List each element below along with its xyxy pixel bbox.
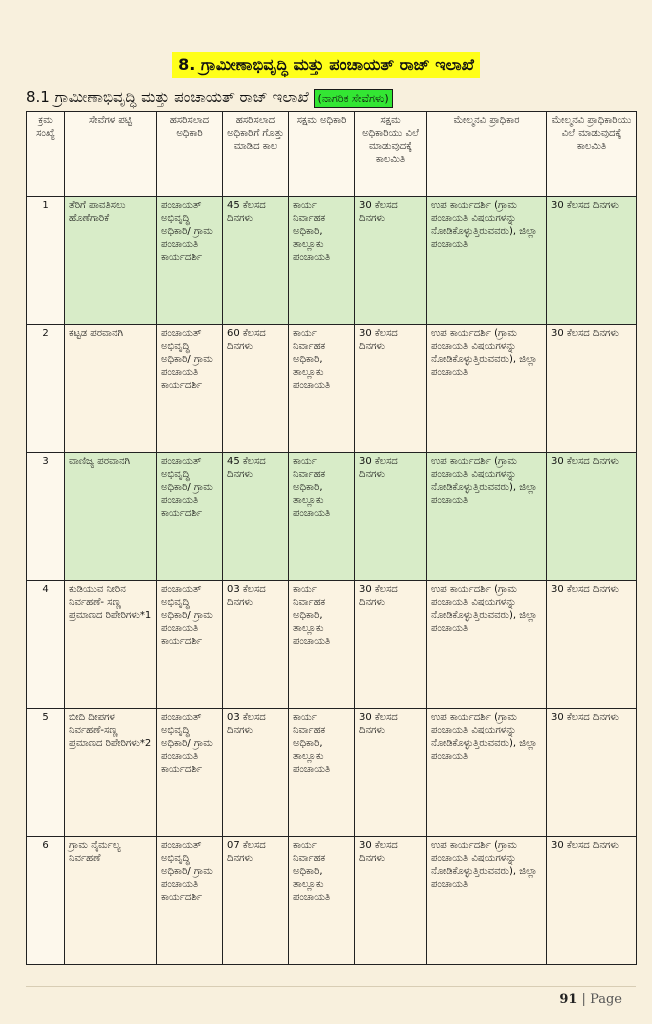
page-label: Page	[590, 992, 622, 1007]
cell-designated-officer: ಪಂಚಾಯತ್ ಅಭಿವೃದ್ಧಿ ಅಧಿಕಾರಿ/ ಗ್ರಾಮ ಪಂಚಾಯತಿ ಕಾರ್ಯದರ್ಶಿ	[157, 709, 223, 837]
cell-designated-officer: ಪಂಚಾಯತ್ ಅಭಿವೃದ್ಧಿ ಅಧಿಕಾರಿ/ ಗ್ರಾಮ ಪಂಚಾಯತಿ ಕಾರ್ಯದರ್ಶಿ	[157, 581, 223, 709]
cell-competent-officer: ಕಾರ್ಯ ನಿರ್ವಾಹಕ ಅಧಿಕಾರಿ, ತಾಲ್ಲೂಕು ಪಂಚಾಯತಿ	[289, 581, 355, 709]
cell-designated-officer: ಪಂಚಾಯತ್ ಅಭಿವೃದ್ಧಿ ಅಧಿಕಾರಿ/ ಗ್ರಾಮ ಪಂಚಾಯತಿ ಕಾರ್ಯದರ್ಶಿ	[157, 453, 223, 581]
cell-appellate-time: 30 ಕೆಲಸದ ದಿನಗಳು	[547, 837, 637, 965]
cell-stipulated-time: 45 ಕೆಲಸದ ದಿನಗಳು	[223, 197, 289, 325]
header-serial-no: ಕ್ರಮ ಸಂಖ್ಯೆ	[27, 112, 65, 197]
cell-serial-no: 3	[27, 453, 65, 581]
cell-service: ಕುಡಿಯುವ ನೀರಿನ ನಿರ್ವಹಣೆ- ಸಣ್ಣ ಪ್ರಮಾಣದ ರಿಪೇರಿಗಳು*1	[65, 581, 157, 709]
page-title: 8. ಗ್ರಾಮೀಣಾಭಿವೃದ್ಧಿ ಮತ್ತು ಪಂಚಾಯತ್ ರಾಜ್ ಇಲಾಖೆ	[172, 52, 480, 78]
cell-appellate-time: 30 ಕೆಲಸದ ದಿನಗಳು	[547, 709, 637, 837]
cell-appellate-authority: ಉಪ ಕಾರ್ಯದರ್ಶಿ (ಗ್ರಾಮ ಪಂಚಾಯತಿ ವಿಷಯಗಳನ್ನು ನೋಡಿಕೊಳ್ಳುತ್ತಿರುವವರು), ಜಿಲ್ಲಾ ಪಂಚಾಯತಿ	[427, 581, 547, 709]
cell-service: ಗ್ರಾಮ ನೈರ್ಮಲ್ಯ ನಿರ್ವಹಣೆ	[65, 837, 157, 965]
cell-appellate-authority: ಉಪ ಕಾರ್ಯದರ್ಶಿ (ಗ್ರಾಮ ಪಂಚಾಯತಿ ವಿಷಯಗಳನ್ನು ನೋಡಿಕೊಳ್ಳುತ್ತಿರುವವರು), ಜಿಲ್ಲಾ ಪಂಚಾಯತಿ	[427, 837, 547, 965]
cell-stipulated-time: 07 ಕೆಲಸದ ದಿನಗಳು	[223, 837, 289, 965]
page-separator: |	[577, 992, 591, 1007]
cell-stipulated-time: 03 ಕೆಲಸದ ದಿನಗಳು	[223, 581, 289, 709]
cell-competent-time: 30 ಕೆಲಸದ ದಿನಗಳು	[355, 453, 427, 581]
cell-appellate-authority: ಉಪ ಕಾರ್ಯದರ್ಶಿ (ಗ್ರಾಮ ಪಂಚಾಯತಿ ವಿಷಯಗಳನ್ನು ನೋಡಿಕೊಳ್ಳುತ್ತಿರುವವರು), ಜಿಲ್ಲಾ ಪಂಚಾಯತಿ	[427, 453, 547, 581]
cell-competent-time: 30 ಕೆಲಸದ ದಿನಗಳು	[355, 581, 427, 709]
cell-appellate-authority: ಉಪ ಕಾರ್ಯದರ್ಶಿ (ಗ್ರಾಮ ಪಂಚಾಯತಿ ವಿಷಯಗಳನ್ನು ನೋಡಿಕೊಳ್ಳುತ್ತಿರುವವರು), ಜಿಲ್ಲಾ ಪಂಚಾಯತಿ	[427, 197, 547, 325]
cell-serial-no: 4	[27, 581, 65, 709]
footer-divider	[26, 986, 636, 987]
header-competent-time: ಸಕ್ಷಮ ಅಧಿಕಾರಿಯು ವಿಲೆ ಮಾಡುವುದಕ್ಕೆ ಕಾಲಮಿತಿ	[355, 112, 427, 197]
header-stipulated-time: ಹಸರಿಸಲಾದ ಅಧಿಕಾರಿಗೆ ಗೊತ್ತು ಮಾಡಿದ ಕಾಲ	[223, 112, 289, 197]
cell-stipulated-time: 03 ಕೆಲಸದ ದಿನಗಳು	[223, 709, 289, 837]
cell-appellate-authority: ಉಪ ಕಾರ್ಯದರ್ಶಿ (ಗ್ರಾಮ ಪಂಚಾಯತಿ ವಿಷಯಗಳನ್ನು ನೋಡಿಕೊಳ್ಳುತ್ತಿರುವವರು), ಜಿಲ್ಲಾ ಪಂಚಾಯತಿ	[427, 325, 547, 453]
cell-service: ಬೀದಿ ದೀಪಗಳ ನಿರ್ವಹಣೆ-ಸಣ್ಣ ಪ್ರಮಾಣದ ರಿಪೇರಿಗಳು*2	[65, 709, 157, 837]
cell-competent-officer: ಕಾರ್ಯ ನಿರ್ವಾಹಕ ಅಧಿಕಾರಿ, ತಾಲ್ಲೂಕು ಪಂಚಾಯತಿ	[289, 837, 355, 965]
cell-competent-officer: ಕಾರ್ಯ ನಿರ್ವಾಹಕ ಅಧಿಕಾರಿ, ತಾಲ್ಲೂಕು ಪಂಚಾಯತಿ	[289, 709, 355, 837]
cell-serial-no: 6	[27, 837, 65, 965]
table-row	[27, 581, 637, 709]
cell-designated-officer: ಪಂಚಾಯತ್ ಅಭಿವೃದ್ಧಿ ಅಧಿಕಾರಿ/ ಗ್ರಾಮ ಪಂಚಾಯತಿ ಕಾರ್ಯದರ್ಶಿ	[157, 197, 223, 325]
page-number: 91	[559, 992, 578, 1007]
cell-appellate-time: 30 ಕೆಲಸದ ದಿನಗಳು	[547, 453, 637, 581]
cell-service: ಕಟ್ಟಡ ಪರವಾನಗಿ	[65, 325, 157, 453]
cell-appellate-time: 30 ಕೆಲಸದ ದಿನಗಳು	[547, 581, 637, 709]
cell-competent-time: 30 ಕೆಲಸದ ದಿನಗಳು	[355, 325, 427, 453]
header-appellate-authority: ಮೇಲ್ಮನವಿ ಪ್ರಾಧಿಕಾರ	[427, 112, 547, 197]
header-appellate-time: ಮೇಲ್ಮನವಿ ಪ್ರಾಧಿಕಾರಿಯು ವಿಲೆ ಮಾಡುವುದಕ್ಕೆ ಕಾಲಮಿತಿ	[547, 112, 637, 197]
table-row	[27, 453, 637, 581]
table-row	[27, 837, 637, 965]
cell-stipulated-time: 45 ಕೆಲಸದ ದಿನಗಳು	[223, 453, 289, 581]
table-header-row	[27, 112, 637, 197]
header-designated-officer: ಹಸರಿಸಲಾದ ಅಧಿಕಾರಿ	[157, 112, 223, 197]
table-row	[27, 197, 637, 325]
cell-competent-time: 30 ಕೆಲಸದ ದಿನಗಳು	[355, 837, 427, 965]
cell-competent-officer: ಕಾರ್ಯ ನಿರ್ವಾಹಕ ಅಧಿಕಾರಿ, ತಾಲ್ಲೂಕು ಪಂಚಾಯತಿ	[289, 197, 355, 325]
cell-competent-officer: ಕಾರ್ಯ ನಿರ್ವಾಹಕ ಅಧಿಕಾರಿ, ತಾಲ್ಲೂಕು ಪಂಚಾಯತಿ	[289, 325, 355, 453]
cell-competent-time: 30 ಕೆಲಸದ ದಿನಗಳು	[355, 709, 427, 837]
table-row	[27, 709, 637, 837]
cell-designated-officer: ಪಂಚಾಯತ್ ಅಭಿವೃದ್ಧಿ ಅಧಿಕಾರಿ/ ಗ್ರಾಮ ಪಂಚಾಯತಿ ಕಾರ್ಯದರ್ಶಿ	[157, 837, 223, 965]
cell-appellate-authority: ಉಪ ಕಾರ್ಯದರ್ಶಿ (ಗ್ರಾಮ ಪಂಚಾಯತಿ ವಿಷಯಗಳನ್ನು ನೋಡಿಕೊಳ್ಳುತ್ತಿರುವವರು), ಜಿಲ್ಲಾ ಪಂಚಾಯತಿ	[427, 709, 547, 837]
cell-appellate-time: 30 ಕೆಲಸದ ದಿನಗಳು	[547, 325, 637, 453]
header-services: ಸೇವೆಗಳ ಪಟ್ಟಿ	[65, 112, 157, 197]
cell-competent-time: 30 ಕೆಲಸದ ದಿನಗಳು	[355, 197, 427, 325]
table-row	[27, 325, 637, 453]
cell-competent-officer: ಕಾರ್ಯ ನಿರ್ವಾಹಕ ಅಧಿಕಾರಿ, ತಾಲ್ಲೂಕು ಪಂಚಾಯತಿ	[289, 453, 355, 581]
services-table	[26, 111, 637, 965]
cell-serial-no: 5	[27, 709, 65, 837]
section-heading-text: 8.1 ಗ್ರಾಮೀಣಾಭಿವೃದ್ಧಿ ಮತ್ತು ಪಂಚಾಯತ್ ರಾಜ್ ಇಲಾಖೆ	[26, 88, 309, 106]
page-footer	[559, 992, 622, 1007]
cell-service: ವಾಣಿಜ್ಯ ಪರವಾನಗಿ	[65, 453, 157, 581]
title-wrapper	[0, 52, 652, 78]
cell-service: ತೆರಿಗೆ ಪಾವತಿಸಲು ಹೊಣೆಗಾರಿಕೆ	[65, 197, 157, 325]
cell-designated-officer: ಪಂಚಾಯತ್ ಅಭಿವೃದ್ಧಿ ಅಧಿಕಾರಿ/ ಗ್ರಾಮ ಪಂಚಾಯತಿ ಕಾರ್ಯದರ್ಶಿ	[157, 325, 223, 453]
section-heading	[26, 86, 636, 110]
cell-serial-no: 2	[27, 325, 65, 453]
cell-appellate-time: 30 ಕೆಲಸದ ದಿನಗಳು	[547, 197, 637, 325]
citizen-services-badge: (ನಾಗರಿಕ ಸೇವೆಗಳು)	[314, 89, 393, 108]
header-competent-officer: ಸಕ್ಷಮ ಅಧಿಕಾರಿ	[289, 112, 355, 197]
cell-stipulated-time: 60 ಕೆಲಸದ ದಿನಗಳು	[223, 325, 289, 453]
cell-serial-no: 1	[27, 197, 65, 325]
